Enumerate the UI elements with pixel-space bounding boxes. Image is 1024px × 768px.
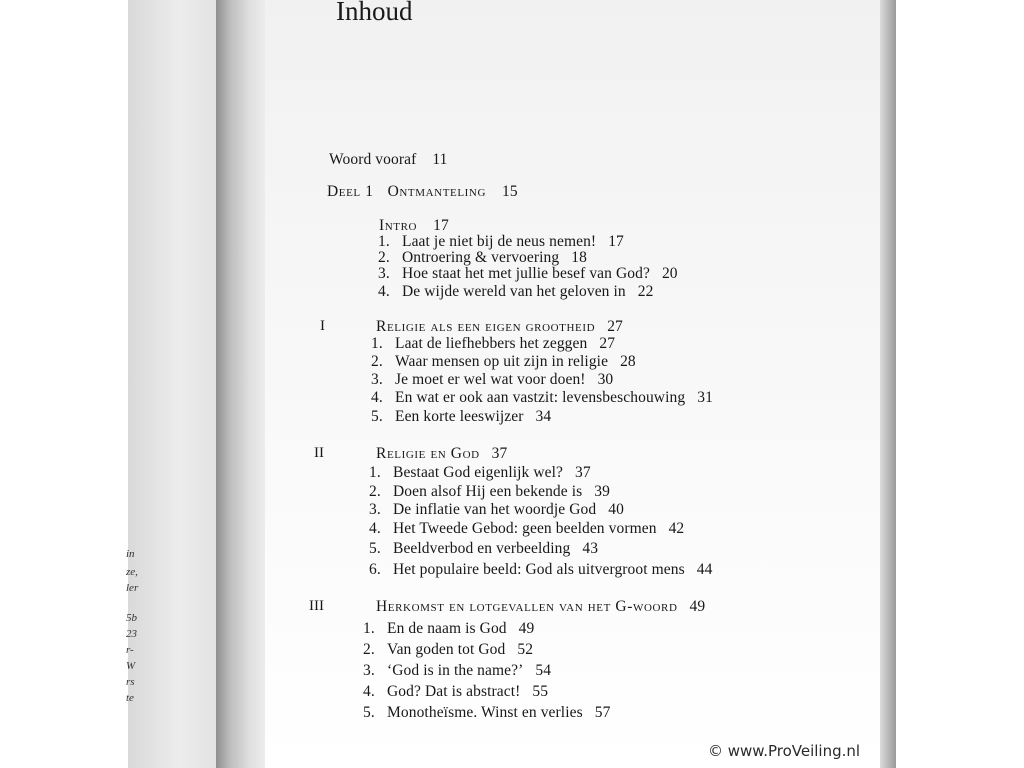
left-page-fragment: ler — [126, 582, 139, 594]
page-title: Inhoud — [336, 0, 413, 26]
toc-entry-page: 54 — [535, 662, 552, 679]
toc-entry-title: Doen alsof Hij een bekende is — [393, 483, 583, 500]
toc-entry-page: 43 — [582, 540, 599, 557]
toc-entry[interactable] — [371, 371, 613, 389]
toc-entry-title: Laat de liefhebbers het zeggen — [395, 335, 588, 352]
toc-entry-title: De inflatie van het woordje God — [393, 501, 597, 518]
toc-entry[interactable] — [363, 641, 533, 659]
toc-entry-page: 27 — [599, 335, 616, 352]
left-page-fragment: in — [126, 548, 135, 560]
toc-entry[interactable] — [369, 540, 598, 558]
toc-entry-page: 11 — [432, 151, 448, 168]
toc-entry-page: 18 — [571, 249, 587, 266]
toc-entry-title: De wijde wereld van het geloven in — [402, 283, 626, 300]
toc-entry-number: 2. — [369, 483, 381, 500]
toc-entry[interactable] — [371, 353, 636, 371]
toc-entry-number: 1. — [378, 233, 390, 250]
toc-entry-title: Een korte leeswijzer — [395, 408, 524, 425]
toc-entry-title: God? Dat is abstract! — [387, 683, 521, 700]
toc-entry-number: 1. — [371, 335, 383, 352]
toc-entry-page: 34 — [535, 408, 552, 425]
toc-entry-title: Hoe staat het met jullie besef van God? — [402, 265, 650, 282]
toc-entry-page: 42 — [668, 520, 685, 537]
toc-entry-page: 20 — [661, 265, 678, 282]
toc-entry[interactable] — [363, 662, 551, 680]
toc-entry-number: 2. — [363, 641, 375, 658]
toc-entry-number: 4. — [363, 683, 375, 700]
toc-entry-page: 22 — [637, 283, 654, 300]
toc-entry-title: Het Tweede Gebod: geen beelden vormen — [393, 520, 657, 537]
toc-entry-number: 5. — [369, 540, 381, 557]
toc-entry-page: 55 — [532, 683, 549, 700]
toc-entry-deel-1[interactable] — [327, 183, 518, 201]
toc-entry-number: 6. — [369, 561, 381, 578]
toc-entry[interactable] — [369, 561, 712, 579]
toc-entry[interactable] — [369, 501, 624, 519]
chapter-page: 27 — [607, 318, 623, 335]
toc-entry-title: Beeldverbod en verbeelding — [393, 540, 571, 557]
chapter-heading[interactable] — [376, 598, 705, 616]
toc-entry[interactable] — [371, 389, 713, 407]
toc-entry-page: 17 — [433, 217, 449, 234]
toc-entry-page: 37 — [575, 464, 591, 481]
chapter-roman-numeral: I — [320, 318, 325, 334]
toc-entry-number: 2. — [371, 353, 383, 370]
left-page-fragment: te — [126, 692, 134, 704]
chapter-heading[interactable] — [376, 445, 507, 463]
toc-entry[interactable] — [371, 408, 551, 426]
chapter-title: Religie als een eigen grootheid — [376, 318, 596, 335]
chapter-title: Herkomst en lotgevallen van het G-woord — [376, 598, 678, 615]
chapter-roman-numeral: III — [309, 598, 324, 614]
toc-entry-title: Van goden tot God — [387, 641, 506, 658]
toc-entry-number: 4. — [371, 389, 383, 406]
toc-entry[interactable] — [363, 620, 534, 638]
toc-entry[interactable] — [369, 464, 591, 482]
toc-entry-page: 30 — [597, 371, 614, 388]
chapter-title: Religie en God — [376, 445, 480, 462]
toc-entry-page: 39 — [594, 483, 610, 500]
toc-entry-title: Laat je niet bij de neus nemen! — [402, 233, 597, 250]
toc-entry-page: 49 — [518, 620, 535, 637]
toc-entry-number: 3. — [378, 265, 390, 282]
toc-entry[interactable] — [371, 335, 615, 353]
toc-entry-title: Bestaat God eigenlijk wel? — [393, 464, 564, 481]
toc-part-label: Deel 1 — [327, 183, 374, 200]
chapter-heading[interactable] — [376, 318, 623, 336]
toc-entry-page: 57 — [594, 704, 611, 721]
toc-entry[interactable] — [363, 683, 548, 701]
toc-entry-title: En wat er ook aan vastzit: levensbeschouwing — [395, 389, 686, 406]
chapter-roman-numeral: II — [314, 445, 324, 461]
left-page-fragment: 23 — [126, 628, 137, 640]
toc-entry-page: 44 — [696, 561, 713, 578]
chapter-page: 49 — [689, 598, 706, 615]
toc-entry[interactable] — [369, 483, 610, 501]
toc-entry-number: 4. — [378, 283, 390, 300]
toc-entry-page: 52 — [517, 641, 534, 658]
toc-part-name: Ontmanteling — [387, 183, 486, 200]
toc-entry[interactable] — [363, 704, 610, 722]
left-page-fragment: rs — [126, 676, 135, 688]
toc-entry-number: 5. — [363, 704, 375, 721]
toc-entry-page: 15 — [501, 183, 518, 200]
toc-entry-page: 28 — [620, 353, 636, 370]
toc-entry-title: Je moet er wel wat voor doen! — [395, 371, 586, 388]
toc-entry-title: Monotheïsme. Winst en verlies — [387, 704, 583, 721]
toc-entry-title: En de naam is God — [387, 620, 507, 637]
toc-entry[interactable] — [378, 265, 678, 283]
watermark: © www.ProVeiling.nl — [708, 742, 861, 760]
toc-entry-label: Intro — [379, 217, 418, 234]
toc-entry[interactable] — [378, 283, 653, 301]
chapter-page: 37 — [491, 445, 508, 462]
left-page-fragment: W — [126, 660, 136, 672]
toc-entry[interactable] — [369, 520, 684, 538]
left-page-fragment: r- — [126, 644, 134, 656]
toc-entry-number: 4. — [369, 520, 381, 537]
toc-entry-page: 31 — [697, 389, 713, 406]
toc-entry-number: 5. — [371, 408, 383, 425]
toc-entry-number: 1. — [369, 464, 381, 481]
toc-entry-page: 40 — [608, 501, 624, 518]
toc-entry-label: Woord vooraf — [329, 151, 417, 168]
toc-entry-woord-vooraf[interactable] — [329, 151, 447, 169]
toc-entry-number: 2. — [378, 249, 390, 266]
toc-entry-title: Ontroering & vervoering — [402, 249, 560, 266]
toc-entry-number: 3. — [369, 501, 381, 518]
toc-entry-title: Waar mensen op uit zijn in religie — [395, 353, 609, 370]
toc-entry-number: 1. — [363, 620, 375, 637]
toc-entry-title: Het populaire beeld: God als uitvergroot mens — [393, 561, 685, 578]
toc-entry-page: 17 — [608, 233, 624, 250]
left-page-fragment: 5b — [126, 612, 137, 624]
toc-entry-title: ‘God is in the name?’ — [387, 662, 524, 679]
toc-entry-number: 3. — [371, 371, 383, 388]
toc-entry-number: 3. — [363, 662, 375, 679]
left-page-fragment: ze, — [126, 566, 138, 578]
